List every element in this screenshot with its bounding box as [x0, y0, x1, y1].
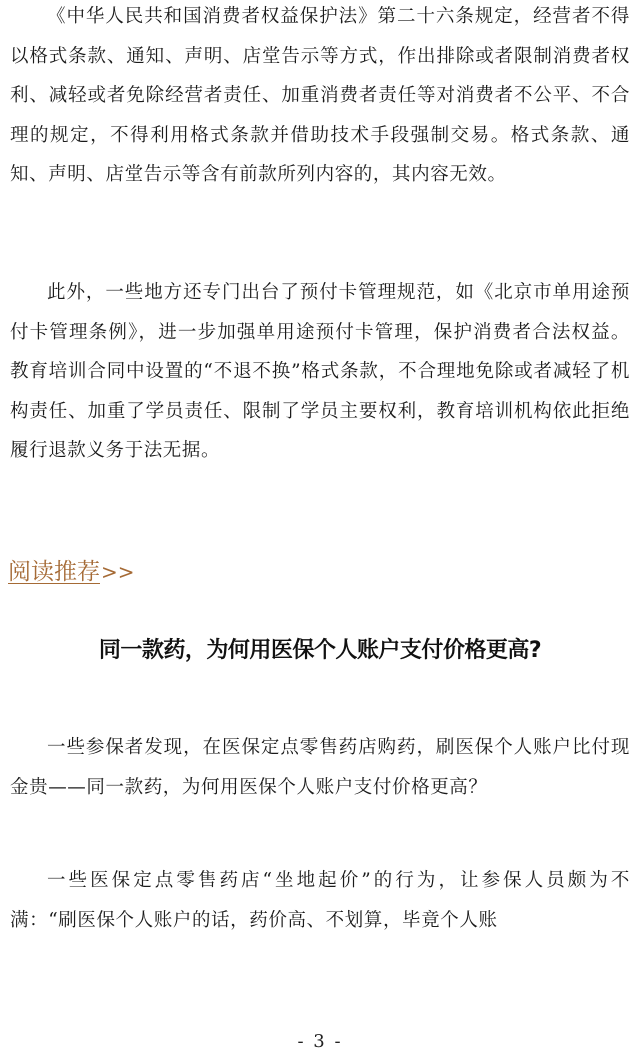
- double-chevron-right-icon: >>: [101, 560, 135, 584]
- page-number: - 3 -: [297, 1031, 343, 1052]
- reading-recommendation-link[interactable]: [8, 553, 135, 586]
- body-paragraph-prepaid-card: 此外，一些地方还专门出台了预付卡管理规范，如《北京市单用途预付卡管理条例》，进一步加强单用途预付卡管理，保护消费者合法权益。教育培训合同中设置的“不退不换”格式条款，不合理地免除或者减轻了机构责任、加重了学员责任、限制了学员主要权利，教育培训机构依此拒绝履行退款义务于法无据。: [10, 282, 630, 461]
- recommended-article-title: 同一款药，为何用医保个人账户支付价格更高?: [98, 638, 542, 663]
- article-paragraph-intro: 一些参保者发现，在医保定点零售药店购药，刷医保个人账户比付现金贵——同一款药，为何用医保个人账户支付价格更高？: [10, 737, 630, 798]
- reading-recommendation-label: 阅读推荐: [8, 559, 100, 585]
- body-paragraph-consumer-law: 《中华人民共和国消费者权益保护法》第二十六条规定，经营者不得以格式条款、通知、声明、店堂告示等方式，作出排除或者限制消费者权利、减轻或者免除经营者责任、加重消费者责任等对消费者不公平、不合理的规定，不得利用格式条款并借助技术手段强制交易。格式条款、通知、声明、店堂告示等含有前款所列内容的，其内容无效。: [10, 6, 630, 185]
- article-paragraph-pharmacy: 一些医保定点零售药店“坐地起价”的行为，让参保人员颇为不满：“刷医保个人账户的话，药价高、不划算，毕竟个人账: [10, 870, 630, 931]
